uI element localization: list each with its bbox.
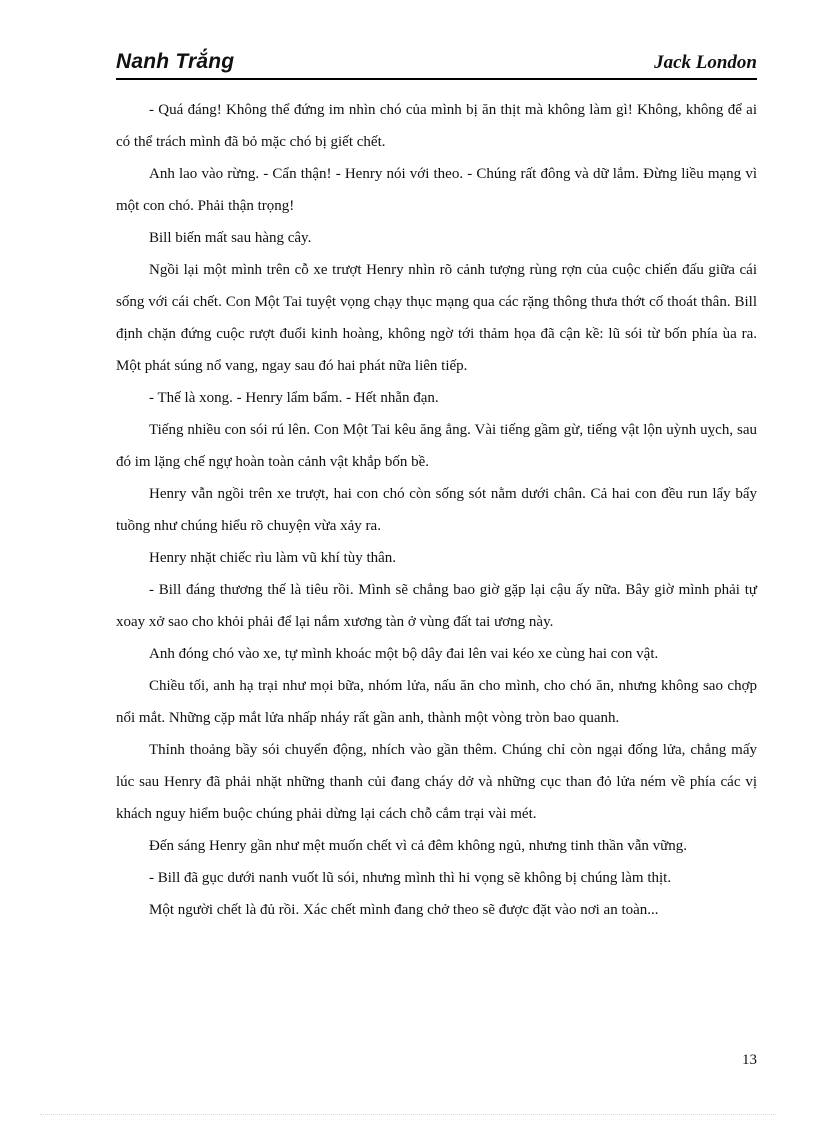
- paragraph: - Thế là xong. - Henry lẩm bẩm. - Hết nhẵn đạn.: [149, 390, 439, 406]
- page-header: [116, 50, 757, 80]
- paragraph: - Bill đáng thương thế là tiêu rồi. Mình sẽ chẳng bao giờ gặp lại cậu ấy nữa. Bây giờ mình phải tự xoay xở sao cho khỏi phải để lại nắm xương tàn ở vùng đất tai ương này.: [116, 582, 757, 630]
- paragraph: Tiếng nhiều con sói rú lên. Con Một Tai kêu ăng ẳng. Vài tiếng gầm gừ, tiếng vật lộn uỳnh uỵch, sau đó im lặng chế ngự hoàn toàn cảnh vật khắp bốn bề.: [116, 422, 757, 470]
- paragraph: Thỉnh thoảng bầy sói chuyển động, nhích vào gần thêm. Chúng chỉ còn ngại đống lửa, chẳng mấy lúc sau Henry đã phải nhặt những thanh củi đang cháy dở và những cục than đỏ lửa ném về phía các vị khách nguy hiểm buộc chúng phải dừng lại cách chỗ cắm trại vài mét.: [116, 742, 757, 822]
- paragraph: Anh đóng chó vào xe, tự mình khoác một bộ dây đai lên vai kéo xe cùng hai con vật.: [149, 646, 659, 662]
- paragraph: Bill biến mất sau hàng cây.: [149, 230, 312, 246]
- paragraph: Chiều tối, anh hạ trại như mọi bữa, nhóm lửa, nấu ăn cho mình, cho chó ăn, nhưng không sao chợp nổi mắt. Những cặp mắt lửa nhấp nháy rất gần anh, thành một vòng tròn bao quanh.: [116, 678, 757, 726]
- paragraph: Đến sáng Henry gần như mệt muốn chết vì cả đêm không ngủ, nhưng tinh thần vẫn vững.: [149, 838, 688, 854]
- paragraph: Henry vẫn ngồi trên xe trượt, hai con chó còn sống sót nằm dưới chân. Cả hai con đều run lẩy bẩy tuồng như chúng hiểu rõ chuyện vừa xảy ra.: [116, 486, 757, 534]
- body-text: [116, 94, 757, 926]
- paragraph: Một người chết là đủ rồi. Xác chết mình đang chở theo sẽ được đặt vào nơi an toàn...: [149, 902, 659, 918]
- paragraph: Henry nhặt chiếc rìu làm vũ khí tùy thân.: [149, 550, 397, 566]
- page-number: 13: [742, 1052, 757, 1068]
- paragraph: Anh lao vào rừng. - Cẩn thận! - Henry nói với theo. - Chúng rất đông và dữ lắm. Đừng liều mạng vì một con chó. Phải thận trọng!: [116, 166, 757, 214]
- book-title: Nanh Trắng: [116, 50, 235, 73]
- author-name: Jack London: [654, 52, 757, 73]
- paragraph: - Bill đã gục dưới nanh vuốt lũ sói, nhưng mình thì hi vọng sẽ không bị chúng làm thịt.: [149, 870, 672, 886]
- paragraph: Ngồi lại một mình trên cỗ xe trượt Henry nhìn rõ cảnh tượng rùng rợn của cuộc chiến đấu giữa cái sống với cái chết. Con Một Tai tuyệt vọng chạy thục mạng qua các rặng thông thưa thớt cố thoát thân. Bill định chặn đứng cuộc rượt đuổi kinh hoàng, không ngờ tới thảm họa đã cận kề: lũ sói từ bốn phía ùa ra. Một phát súng nổ vang, ngay sau đó hai phát nữa liên tiếp.: [116, 262, 757, 374]
- paragraph: - Quá đáng! Không thể đứng im nhìn chó của mình bị ăn thịt mà không làm gì! Không, không để ai có thể trách mình đã bỏ mặc chó bị giết chết.: [116, 102, 757, 150]
- page-bottom-divider: [40, 1114, 776, 1115]
